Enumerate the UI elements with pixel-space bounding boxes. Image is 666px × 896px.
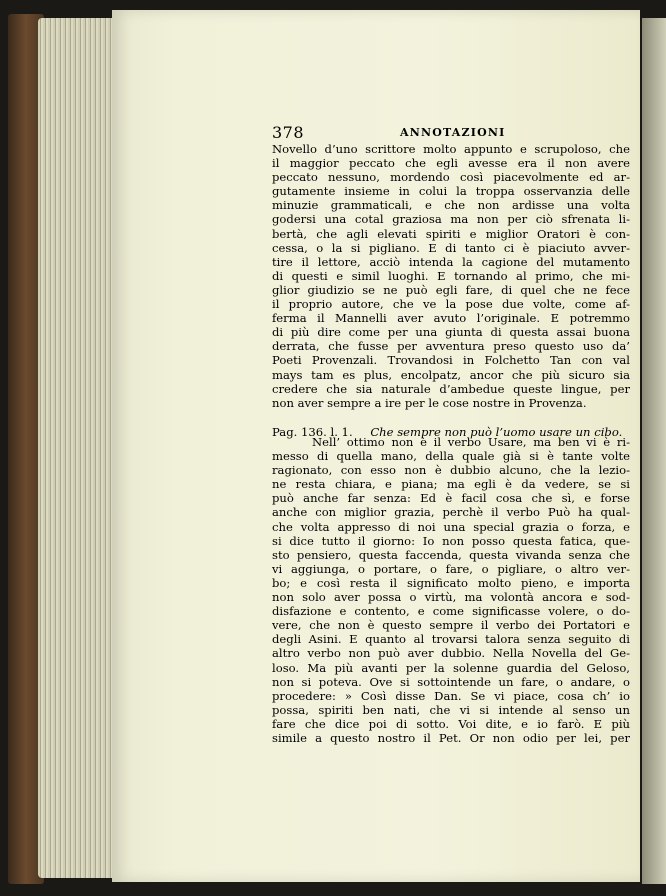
- text-line: cessa, o la si pigliano. E di tanto ci è piaciuto avver-: [272, 240, 630, 255]
- citation-reference: Pag. 136. l. 1.: [272, 425, 353, 439]
- text-line: tire il lettore, acciò intenda la cagione del mutamento: [272, 254, 630, 269]
- text-line: ferma il Mannelli aver avuto l’originale. E potremmo: [272, 311, 630, 326]
- text-line: possa, spiriti ben nati, che vi si intende al senso un: [272, 702, 630, 717]
- text-line: mays tam es plus, encolpatz, ancor che più sicuro sia: [272, 367, 630, 382]
- text-line: procedere: » Così disse Dan. Se vi piace, cosa ch’ io: [272, 688, 630, 703]
- text-line: glior giudizio se ne può egli fare, di quel che ne fece: [272, 282, 630, 297]
- text-line: di questi e simil luoghi. E tornando al primo, che mi-: [272, 268, 630, 283]
- citation-quote: Che sempre non può l’uomo usare un cibo.: [370, 425, 623, 439]
- text-line: derrata, che fusse per avventura preso questo uso da’: [272, 339, 630, 354]
- text-line: degli Asini. E quanto al trovarsi talora senza seguito di: [272, 632, 630, 647]
- text-line: non si poteva. Ove si sottointende un fare, o andare, o: [272, 674, 630, 689]
- text-line: simile a questo nostro il Pet. Or non odio per lei, per: [272, 730, 630, 745]
- text-line: il proprio autore, che ve la pose due volte, come af-: [272, 297, 630, 312]
- text-line: di più dire come per una giunta di questa assai buona: [272, 325, 630, 340]
- text-line: bo; e così resta il significato molto pieno, e importa: [272, 575, 630, 590]
- text-line: peccato nessuno, mordendo così piacevolmente ed ar-: [272, 170, 630, 185]
- text-line: fare che dice poi di sotto. Voi dite, e io farò. E più: [272, 716, 630, 731]
- text-line: ne resta chiara, e piana; ma egli è da vedere, se si: [272, 477, 630, 492]
- text-line: Nell’ ottimo non è il verbo Usare, ma ben vi è ri-: [312, 435, 630, 449]
- text-line: si dice tutto il giorno: Io non posso questa fatica, que-: [272, 533, 630, 548]
- paragraph-2: [272, 435, 630, 745]
- text-line: Poeti Provenzali. Trovandosi in Folchetto Tan con val: [272, 353, 630, 368]
- text-line: credere che sia naturale d’ambedue queste lingue, per: [272, 381, 630, 396]
- text-line: sto pensiero, questa faccenda, questa vivanda senza che: [272, 547, 630, 562]
- text-line: gutamente insieme in colui la troppa osservanzia delle: [272, 184, 630, 199]
- text-line: ragionato, con esso non è dubbio alcuno, che la lezio-: [272, 463, 630, 478]
- text-line: bertà, che agli elevati spiriti e miglior Oratori è con-: [272, 226, 630, 241]
- text-line: godersi una cotal graziosa ma non per ciò sfrenata li-: [272, 212, 630, 227]
- text-line: non solo aver possa o virtù, ma volontà ancora e sod-: [272, 590, 630, 605]
- text-line: disfazione e contento, e come significasse volere, o do-: [272, 604, 630, 619]
- text-line: loso. Ma più avanti per la solenne guardia del Geloso,: [272, 660, 630, 675]
- facing-page-edge: [642, 18, 666, 884]
- paragraph-1: [272, 142, 630, 410]
- text-line: vere, che non è questo sempre il verbo dei Portatori e: [272, 618, 630, 633]
- text-line: può anche far senza: Ed è facil cosa che sì, e forse: [272, 491, 630, 506]
- page-number: 378: [272, 123, 305, 142]
- text-line: minuzie grammaticali, e che non ardisse una volta: [272, 198, 630, 213]
- text-line: che volta appresso di noi una special grazia o forza, e: [272, 519, 630, 534]
- text-line: messo di quella mano, della quale già si è tante volte: [272, 449, 630, 464]
- text-line: Novello d’uno scrittore molto appunto e scrupoloso, che: [272, 142, 630, 156]
- text-line: il maggior peccato che egli avesse era il non avere: [272, 156, 630, 171]
- text-line: altro verbo non può aver dubbio. Nella Novella del Ge-: [272, 646, 630, 661]
- running-head: ANNOTAZIONI: [400, 126, 506, 139]
- page-header: [272, 124, 634, 142]
- text-line: non aver sempre a ire per le cose nostre in Provenza.: [272, 395, 587, 410]
- text-line: anche con miglior grazia, perchè il verbo Può ha qual-: [272, 505, 630, 520]
- text-line: vi aggiunga, o portare, o fare, o pigliare, o altro ver-: [272, 561, 630, 576]
